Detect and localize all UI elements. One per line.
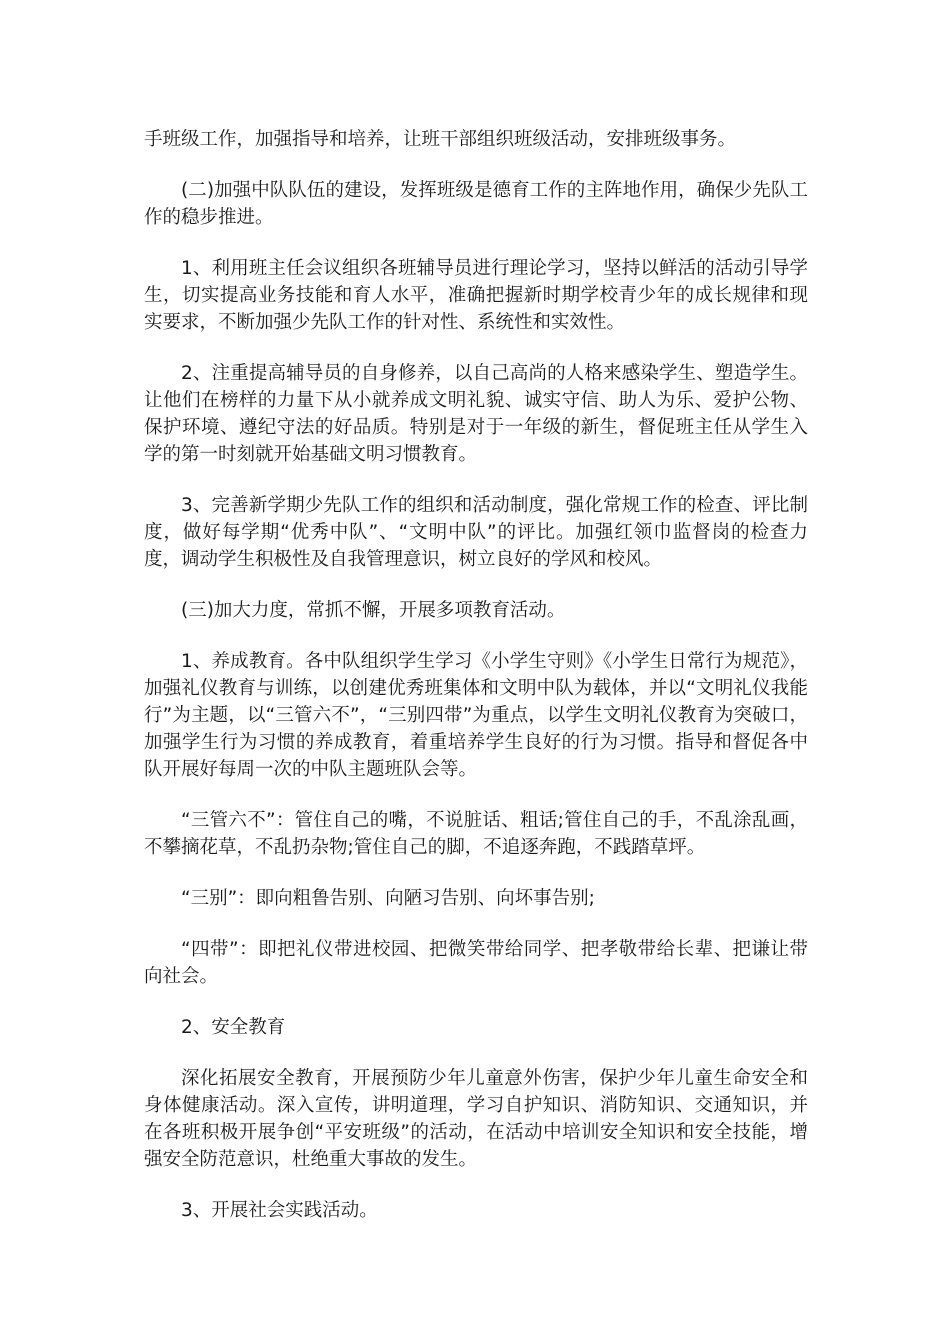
paragraph-item-1: 1、利用班主任会议组织各班辅导员进行理论学习，坚持以鲜活的活动引导学生，切实提高业务技能和育人水平，准确把握新时期学校青少年的成长规律和现实要求，不断加强少先队工作的针对性、系统性和实效性。 bbox=[144, 258, 808, 333]
paragraph-habit-education: 1、养成教育。各中队组织学生学习《小学生守则》《小学生日常行为规范》，加强礼仪教育与训练，以创建优秀班集体和文明中队为载体，并以“文明礼仪我能行”为主题，以“三管六不”，“三别四带”为重点，以学生文明礼仪教育为突破口，加强学生行为习惯的养成教育，着重培养学生良好的行为习惯。指导和督促各中队开展好每周一次的中队主题班队会等。 bbox=[144, 651, 808, 780]
section-heading-2: (二)加强中队队伍的建设，发挥班级是德育工作的主阵地作用，确保少先队工作的稳步推进。 bbox=[144, 180, 808, 228]
paragraph-safety-heading: 2、安全教育 bbox=[181, 1017, 286, 1038]
document-body bbox=[144, 126, 808, 1248]
paragraph-continuation: 手班级工作，加强指导和培养，让班干部组织班级活动，安排班级事务。 bbox=[144, 129, 737, 150]
paragraph-item-2: 2、注重提高辅导员的自身修养，以自己高尚的人格来感染学生、塑造学生。让他们在榜样的力量下从小就养成文明礼貌、诚实守信、助人为乐、爱护公物、保护环境、遵纪守法的好品质。特别是对于一年级的新生，督促班主任从学生入学的第一时刻就开始基础文明习惯教育。 bbox=[144, 363, 808, 465]
paragraph-safety-education: 深化拓展安全教育，开展预防少年儿童意外伤害，保护少年儿童生命安全和身体健康活动。深入宣传，讲明道理，学习自护知识、消防知识、交通知识，并在各班积极开展争创“平安班级”的活动，在活动中培训安全知识和安全技能，增强安全防范意识，杜绝重大事故的发生。 bbox=[144, 1068, 808, 1170]
paragraph-social-practice: 3、开展社会实践活动。 bbox=[181, 1200, 378, 1221]
section-heading-3: (三)加大力度，常抓不懈，开展多项教育活动。 bbox=[181, 600, 566, 621]
paragraph-three-farewell: “三别”：即向粗鲁告别、向陋习告别、向坏事告别; bbox=[181, 888, 595, 909]
paragraph-three-manage-six-not: “三管六不”：管住自己的嘴，不说脏话、粗话;管住自己的手，不乱涂乱画，不攀摘花草，不乱扔杂物;管住自己的脚，不追逐奔跑，不践踏草坪。 bbox=[144, 810, 808, 858]
paragraph-four-bring: “四带”：即把礼仪带进校园、把微笑带给同学、把孝敬带给长辈、把谦让带向社会。 bbox=[144, 939, 808, 987]
paragraph-item-3: 3、完善新学期少先队工作的组织和活动制度，强化常规工作的检查、评比制度，做好每学期“优秀中队”、“文明中队”的评比。加强红领巾监督岗的检查力度，调动学生积极性及自我管理意识，树立良好的学风和校风。 bbox=[144, 495, 808, 570]
